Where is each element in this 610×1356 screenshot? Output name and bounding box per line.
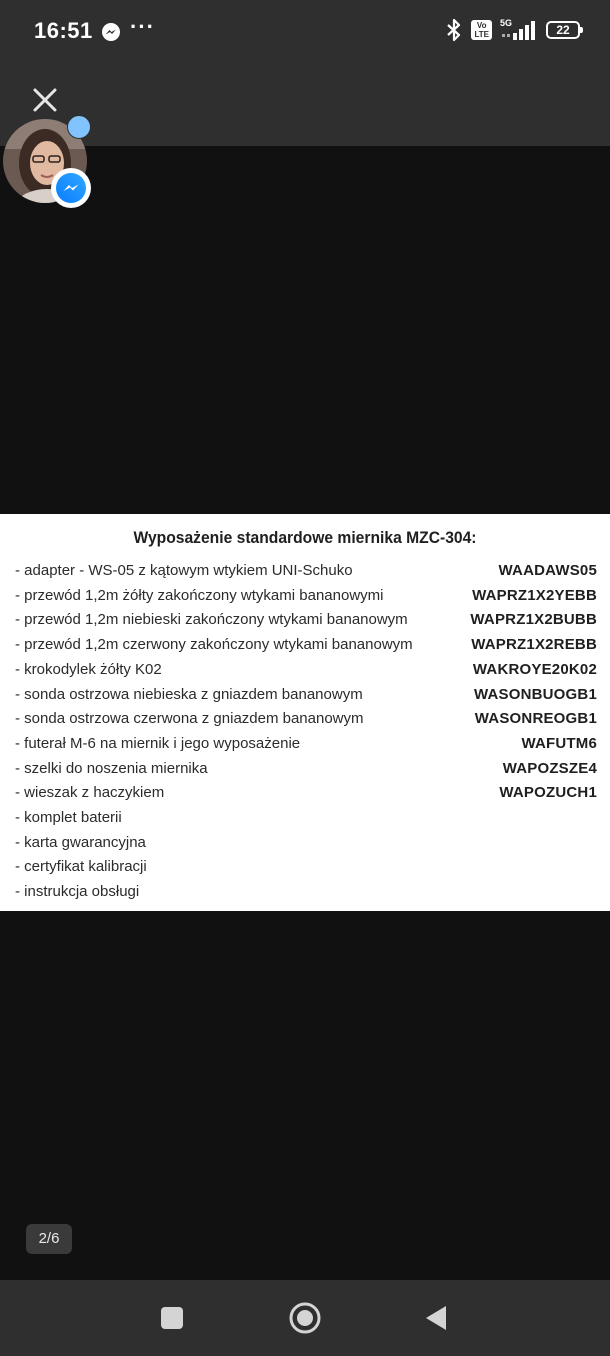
item-label: - przewód 1,2m niebieski zakończony wtykami bananowym [15, 611, 408, 629]
messenger-icon [101, 22, 121, 42]
bluetooth-icon [445, 18, 463, 42]
list-item [15, 611, 597, 633]
item-label: - krokodylek żółty K02 [15, 660, 162, 678]
item-label: - przewód 1,2m żółty zakończony wtykami bananowymi [15, 586, 384, 604]
viewer-top-bar [0, 64, 610, 146]
list-item [15, 784, 597, 806]
status-icons [445, 18, 580, 42]
battery-level: 22 [556, 23, 570, 37]
item-code: WASONREOGB1 [474, 710, 597, 728]
item-code: WAADAWS05 [498, 562, 597, 579]
item-label: - sonda ostrzowa niebieska z gniazdem bananowym [15, 685, 363, 703]
list-item [15, 636, 597, 658]
list-item [15, 587, 597, 609]
signal-icon [500, 18, 538, 42]
page-indicator: 2/6 [26, 1224, 72, 1254]
status-time: 16:51 [34, 18, 93, 43]
item-label: - komplet baterii [15, 809, 122, 826]
home-button[interactable] [285, 1298, 325, 1338]
nav-bar [0, 1280, 610, 1356]
recents-button[interactable] [152, 1298, 192, 1338]
item-code: WAPOZSZE4 [502, 759, 597, 777]
volte-icon: Vo LTE [471, 20, 492, 40]
item-label: - futerał M-6 na miernik i jego wyposażenie [15, 734, 301, 752]
item-code: WAPRZ1X2REBB [471, 636, 597, 654]
online-indicator [67, 115, 91, 139]
list-item [15, 883, 597, 905]
list-item [15, 562, 597, 584]
close-icon[interactable] [30, 85, 60, 115]
list-item [15, 858, 597, 880]
list-item [15, 760, 597, 782]
item-label: - sonda ostrzowa czerwona z gniazdem bananowym [15, 710, 364, 728]
item-code: WAPRZ1X2YEBB [472, 586, 597, 604]
network-type: 5G [500, 18, 513, 28]
messenger-icon [51, 168, 91, 208]
messenger-badge [51, 168, 91, 208]
photo-title: Wyposażenie standardowe miernika MZC-304: [133, 528, 477, 547]
item-code: WASONBUOGB1 [473, 685, 597, 703]
item-label: - wieszak z haczykiem [15, 784, 165, 802]
item-code: WAPRZ1X2BUBB [470, 611, 597, 629]
item-label: - instrukcja obsługi [15, 883, 140, 901]
list-item [15, 661, 597, 683]
item-label: - adapter - WS-05 z kątowym wtykiem UNI-Schuko [15, 562, 353, 579]
status-bar [0, 0, 610, 64]
list-item [15, 735, 597, 757]
list-item [15, 834, 597, 856]
back-button[interactable] [417, 1298, 457, 1338]
item-code: WAFUTM6 [521, 734, 597, 752]
item-label: - karta gwarancyjna [15, 833, 146, 851]
more-icon: ··· [130, 14, 155, 39]
item-label: - certyfikat kalibracji [15, 858, 147, 876]
list-item [15, 809, 597, 831]
item-code: WAPOZUCH1 [499, 784, 597, 802]
list-item [15, 686, 597, 708]
item-label: - szelki do noszenia miernika [15, 759, 208, 777]
list-item [15, 710, 597, 732]
item-label: - przewód 1,2m czerwony zakończony wtykami bananowym [15, 636, 413, 654]
photo [0, 514, 610, 911]
item-code: WAKROYE20K02 [472, 660, 597, 678]
battery-icon [546, 21, 580, 39]
